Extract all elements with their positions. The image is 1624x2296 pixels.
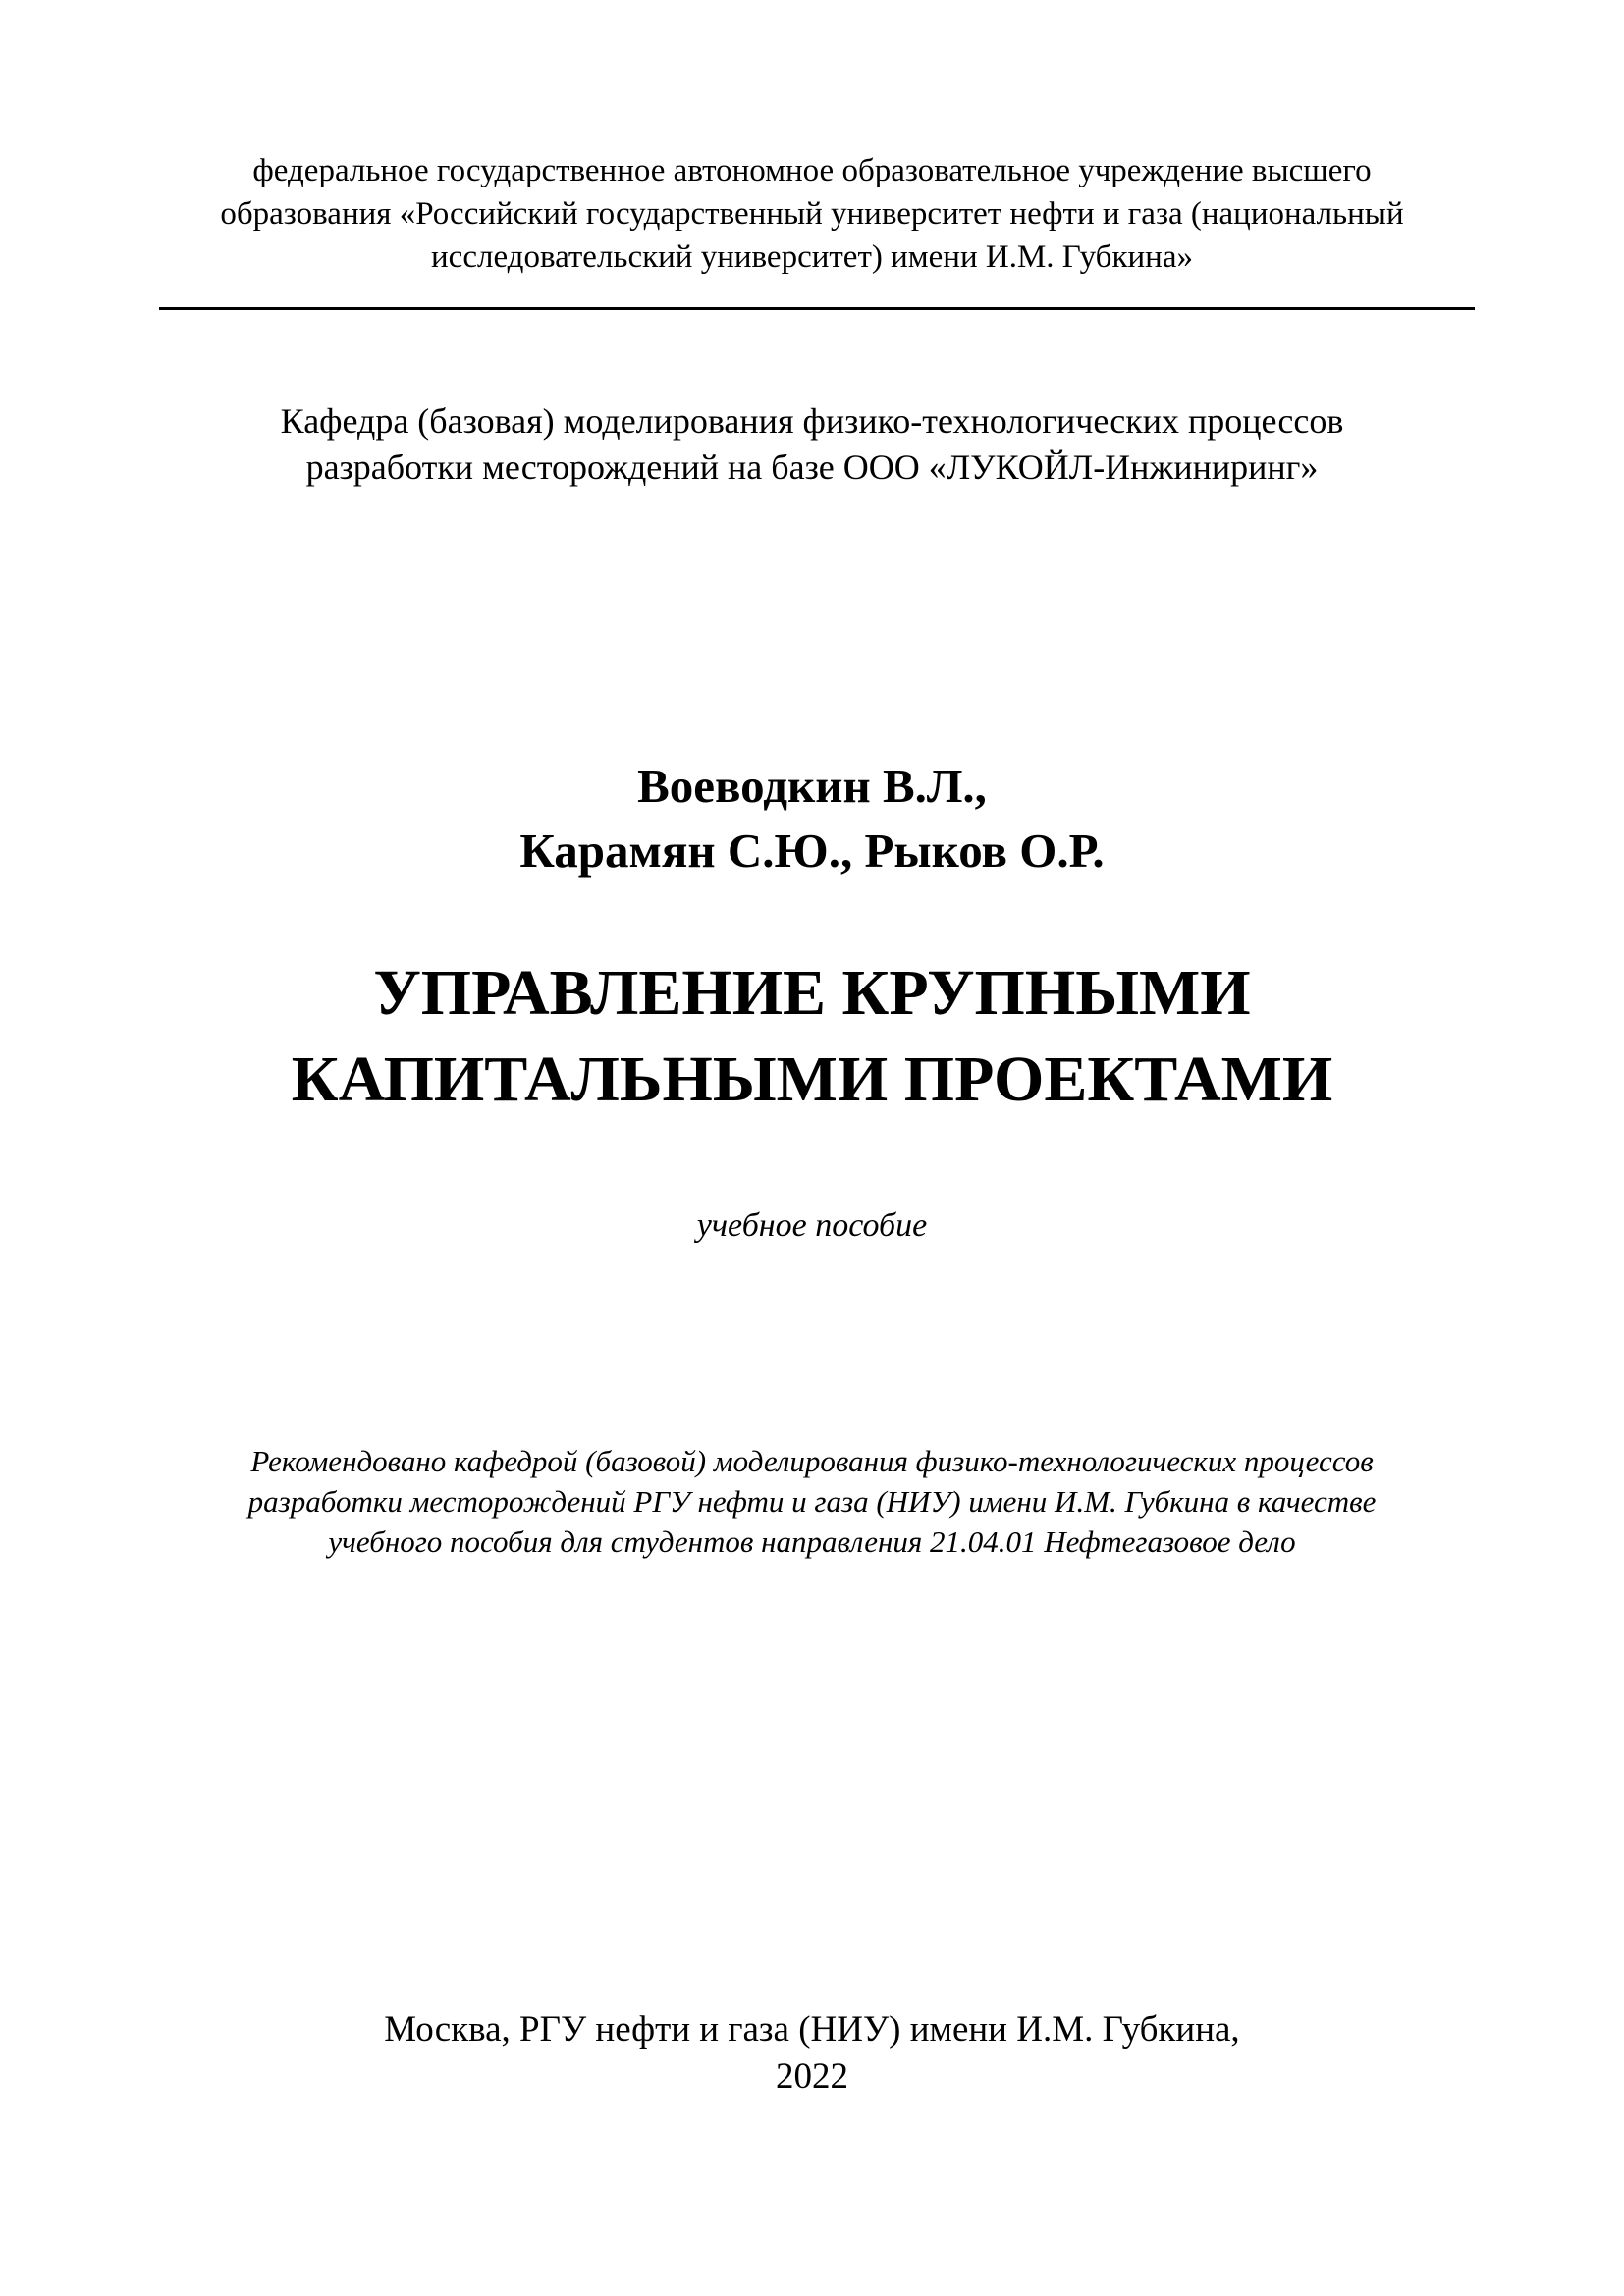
authors-line: Карамян С.Ю., Рыков О.Р.	[519, 824, 1105, 878]
institution-line: образования «Российский государственный университет нефти и газа (национальный	[220, 196, 1404, 232]
imprint	[0, 2006, 1624, 2101]
authors	[0, 754, 1624, 883]
document-type	[0, 1204, 1624, 1248]
recommendation-line: учебного пособия для студентов направления 21.04.01 Нефтегазовое дело	[328, 1524, 1296, 1559]
book-title	[0, 950, 1624, 1123]
header-divider	[159, 307, 1475, 310]
title-line: КАПИТАЛЬНЫМИ ПРОЕКТАМИ	[291, 1043, 1333, 1115]
authors-line: Воеводкин В.Л.,	[637, 759, 987, 813]
recommendation-note	[0, 1441, 1624, 1562]
institution-line: исследовательский университет) имени И.М. Губкина»	[431, 240, 1193, 275]
title-line: УПРАВЛЕНИЕ КРУПНЫМИ	[373, 957, 1251, 1029]
document-type-label: учебное пособие	[696, 1207, 928, 1244]
institution-line: федеральное государственное автономное образовательное учреждение высшего	[252, 153, 1372, 188]
department-line: разработки месторождений на базе ООО «ЛУКОЙЛ-Инжиниринг»	[305, 448, 1319, 487]
institution-header	[0, 149, 1624, 279]
recommendation-line: разработки месторождений РГУ нефти и газа (НИУ) имени И.М. Губкина в качестве	[247, 1484, 1377, 1519]
imprint-place-publisher: Москва, РГУ нефти и газа (НИУ) имени И.М. Губкина,	[384, 2009, 1240, 2050]
department-name	[0, 399, 1624, 491]
imprint-year: 2022	[776, 2056, 848, 2097]
recommendation-line: Рекомендовано кафедрой (базовой) моделирования физико-технологических процессов	[250, 1444, 1374, 1478]
department-line: Кафедра (базовая) моделирования физико-технологических процессов	[280, 401, 1344, 441]
